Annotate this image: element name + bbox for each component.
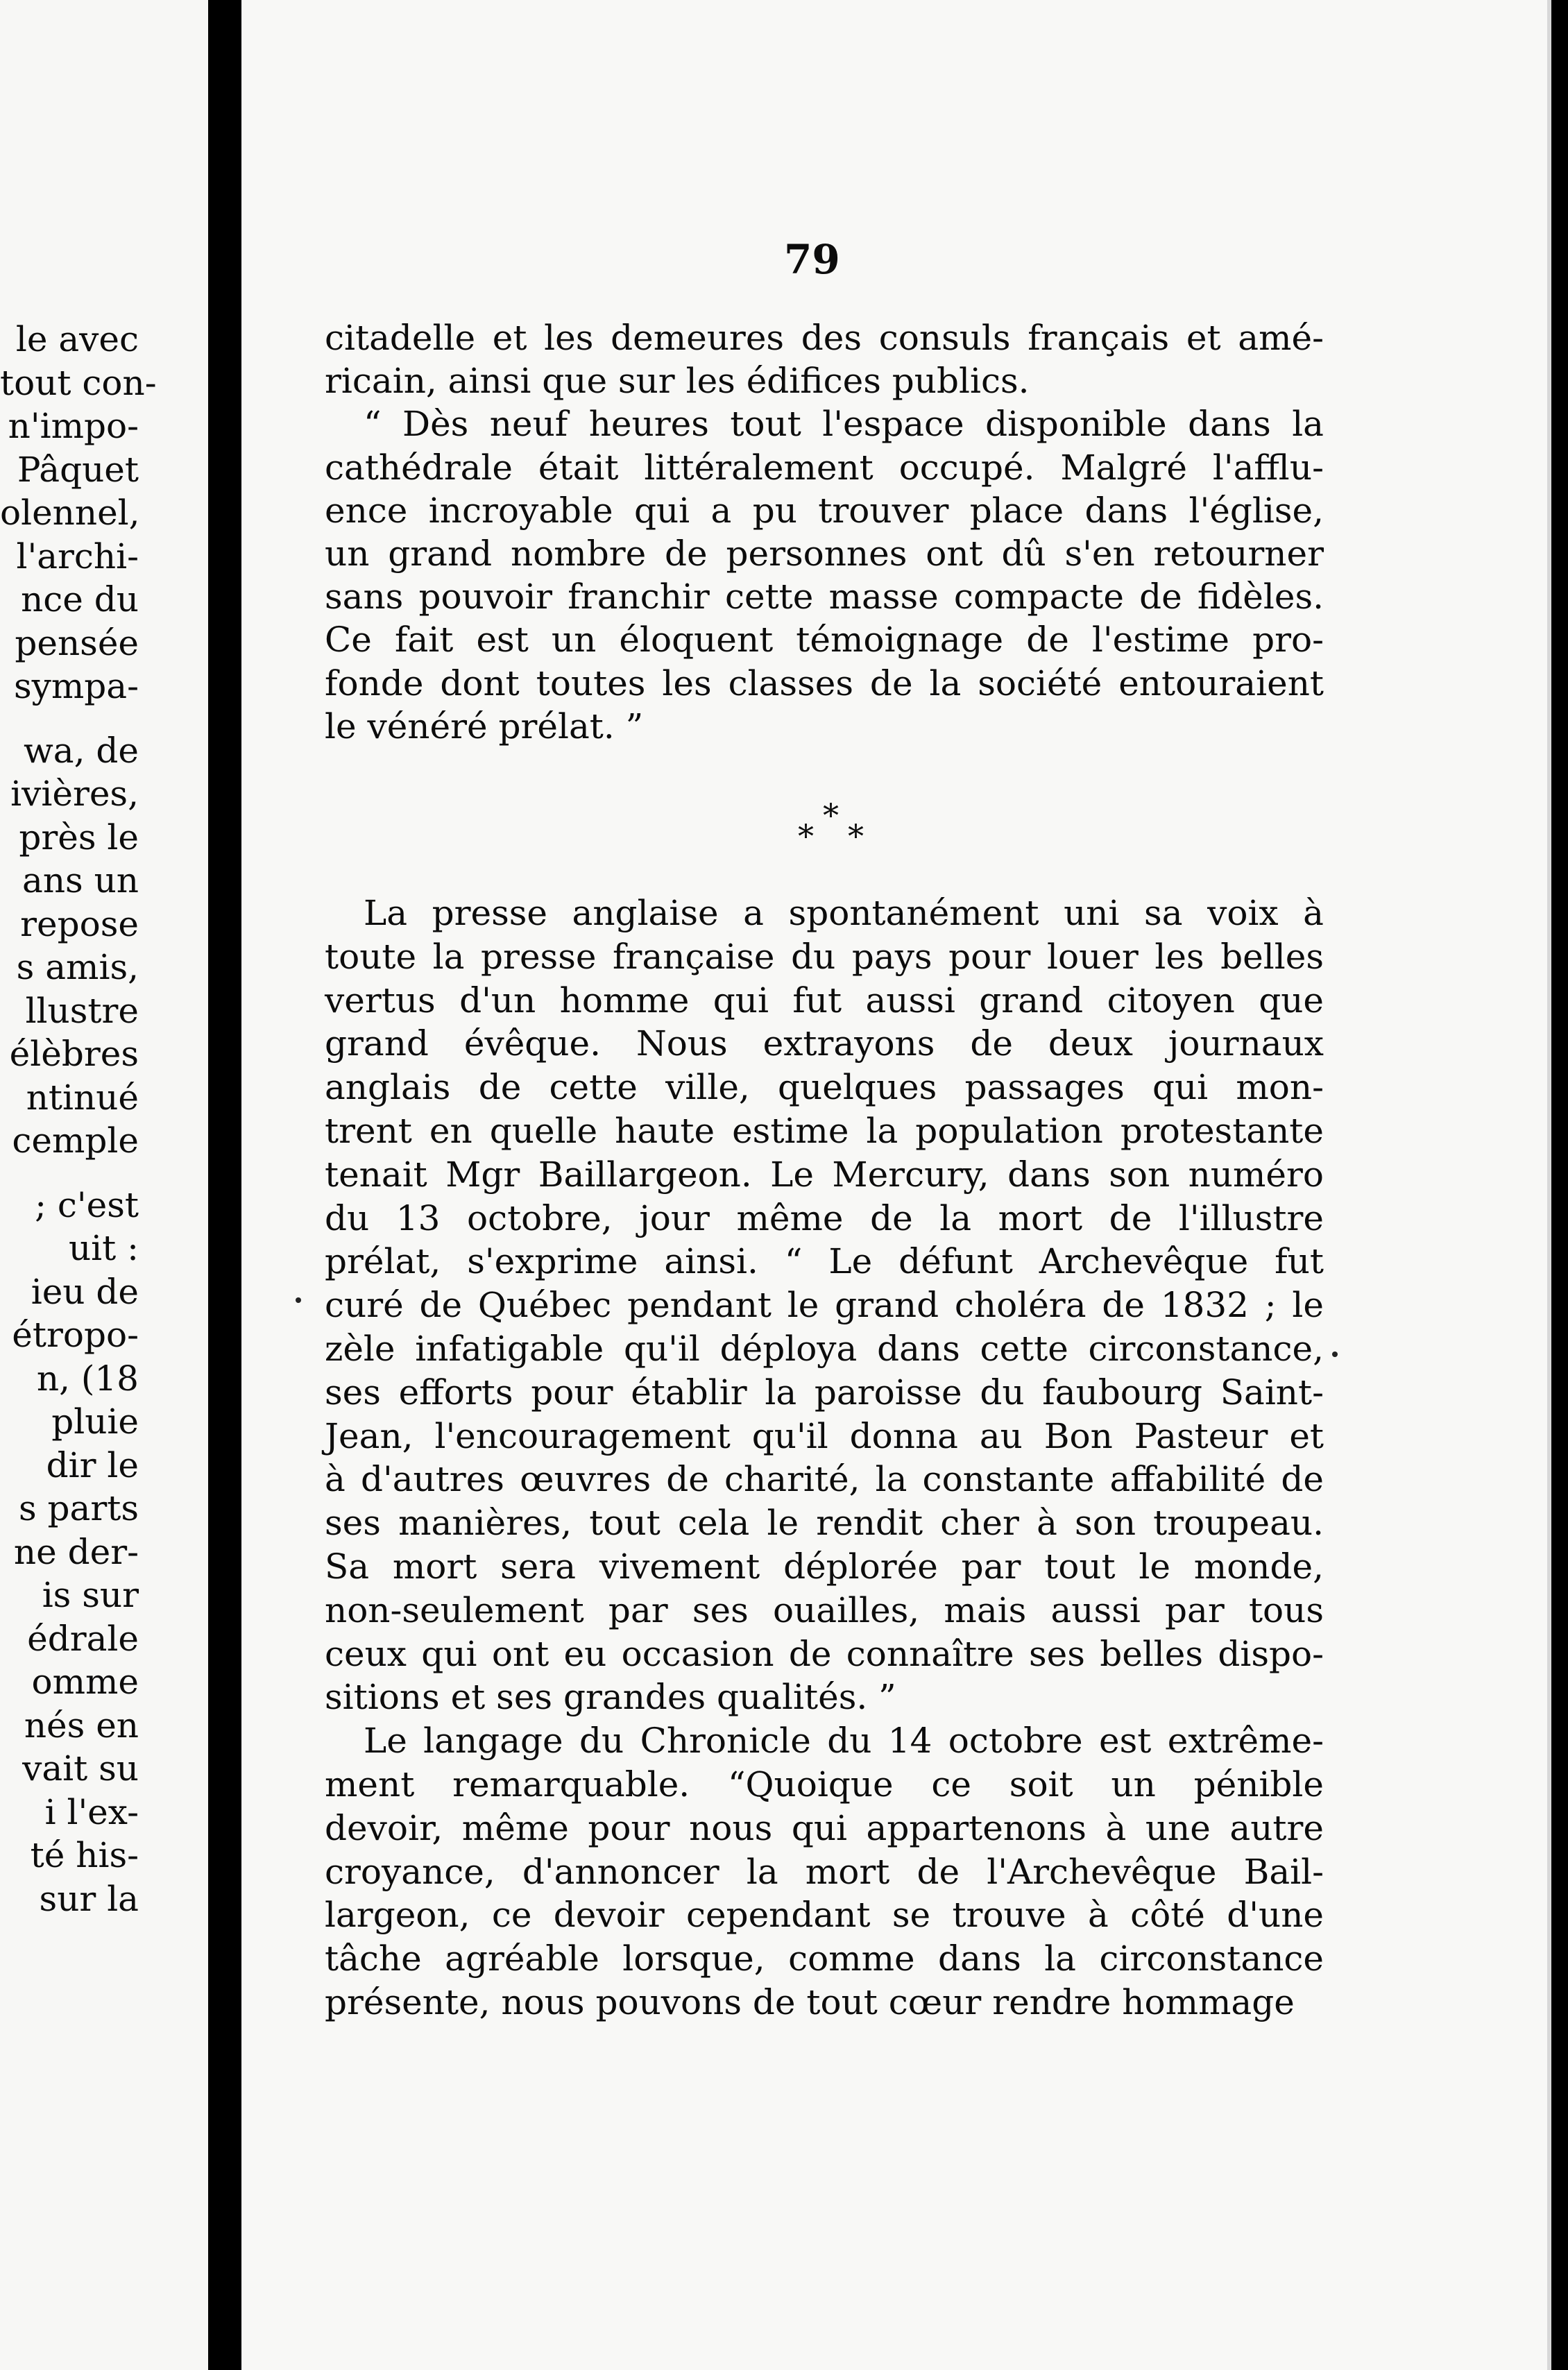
text-line: devoir, même pour nous qui appartenons à une autre xyxy=(325,1807,1324,1848)
text-line: cathédrale était littéralement occupé. Malgré l'afflu- xyxy=(325,447,1324,488)
left-page-line: ; c'est xyxy=(35,1184,139,1225)
text-line: trent en quelle haute estime la population protestante xyxy=(325,1110,1324,1151)
text-line: vertus d'un homme qui fut aussi grand citoyen que xyxy=(325,980,1324,1021)
page-number: 79 xyxy=(784,236,840,283)
separator-star-top: * xyxy=(823,796,839,834)
left-page-line: is sur xyxy=(42,1575,139,1615)
text-line: prélat, s'exprime ainsi. “ Le défunt Archevêque fut xyxy=(325,1241,1324,1282)
separator-star-right: * xyxy=(848,817,864,855)
text-line: ricain, ainsi que sur les édifices publics. xyxy=(325,361,1030,402)
left-page-line: pluie xyxy=(51,1401,139,1442)
left-page-line: l'archi- xyxy=(16,536,139,577)
text-line: Sa mort sera vivement déplorée par tout le monde, xyxy=(325,1546,1324,1587)
left-page-line: omme xyxy=(31,1662,139,1702)
left-page-line: i l'ex- xyxy=(44,1791,139,1832)
text-line: le vénéré prélat. ” xyxy=(325,706,644,747)
left-page-line: élèbres xyxy=(9,1034,139,1074)
left-page-line: ans un xyxy=(22,860,139,901)
left-page-line: Pâquet xyxy=(17,449,139,490)
text-line: anglais de cette ville, quelques passages qui mon- xyxy=(325,1067,1324,1108)
text-line: croyance, d'annoncer la mort de l'Archevêque Bail- xyxy=(325,1851,1324,1892)
text-line: citadelle et les demeures des consuls français et amé- xyxy=(325,318,1324,358)
left-page-line: le avec xyxy=(15,319,139,359)
text-line: Ce fait est un éloquent témoignage de l'estime pro- xyxy=(325,620,1324,660)
left-page-line: uit : xyxy=(68,1228,139,1268)
left-page-line: ne der- xyxy=(13,1531,139,1572)
left-page-text xyxy=(0,318,157,1920)
text-line: “ Dès neuf heures tout l'espace disponible dans la xyxy=(364,404,1324,445)
left-page-line: nce du xyxy=(21,579,139,620)
left-page-line: té his- xyxy=(30,1835,139,1875)
text-line: La presse anglaise a spontanément uni sa voix à xyxy=(364,893,1324,933)
left-page-line: nés en xyxy=(24,1705,139,1746)
text-line: fonde dont toutes les classes de la société entouraient xyxy=(325,663,1324,704)
left-page-line: ieu de xyxy=(31,1271,139,1312)
left-page-line: n, (18 xyxy=(36,1358,139,1399)
separator-star-left: * xyxy=(798,817,814,855)
left-page-line: s amis, xyxy=(16,947,139,987)
left-page-line: llustre xyxy=(25,990,139,1031)
left-page-line: repose xyxy=(20,903,139,944)
left-page-line: ntinué xyxy=(26,1077,139,1118)
text-line: tenait Mgr Baillargeon. Le Mercury, dans son numéro xyxy=(325,1154,1324,1195)
speck-mark xyxy=(1332,1352,1338,1357)
text-line: à d'autres œuvres de charité, la constante affabilité de xyxy=(325,1459,1324,1500)
left-page-line: s parts xyxy=(18,1488,139,1528)
text-line: Jean, l'encouragement qu'il donna au Bon Pasteur et xyxy=(325,1415,1324,1456)
left-page-line: tout con- xyxy=(0,362,157,403)
text-line: grand évêque. Nous extrayons de deux journaux xyxy=(325,1023,1324,1064)
left-page-line: pensée xyxy=(15,622,139,663)
left-page-line: sur la xyxy=(39,1878,139,1919)
text-line: ence incroyable qui a pu trouver place dans l'église, xyxy=(325,490,1324,531)
second-text-block xyxy=(325,892,1324,2024)
text-line: toute la presse française du pays pour louer les belles xyxy=(325,936,1324,977)
text-line: ment remarquable. “Quoique ce soit un pénible xyxy=(325,1764,1324,1805)
speck-mark xyxy=(296,1297,301,1303)
text-line: tâche agréable lorsque, comme dans la circonstance xyxy=(325,1938,1324,1979)
left-page-gap xyxy=(0,708,139,729)
text-line: curé de Québec pendant le grand choléra de 1832 ; le xyxy=(325,1285,1324,1326)
left-page-fragment xyxy=(0,0,208,2370)
left-page-line: étropo- xyxy=(12,1315,139,1355)
left-page-line: ivières, xyxy=(10,774,139,814)
text-line: non-seulement par ses ouailles, mais aussi par tous xyxy=(325,1589,1324,1630)
first-text-block xyxy=(325,316,1324,748)
text-line: Le langage du Chronicle du 14 octobre est extrême- xyxy=(364,1721,1324,1762)
text-line: présente, nous pouvons de tout cœur rendre hommage xyxy=(325,1981,1295,2022)
text-line: ses manières, tout cela le rendit cher à son troupeau. xyxy=(325,1503,1324,1544)
left-page-line: dir le xyxy=(46,1444,139,1485)
text-line: sitions et ses grandes qualités. ” xyxy=(325,1677,896,1718)
left-page-line: près le xyxy=(19,817,139,858)
text-line: zèle infatigable qu'il déploya dans cette circonstance, xyxy=(325,1328,1324,1369)
left-page-line: cemple xyxy=(12,1120,139,1161)
left-page-line: édrale xyxy=(27,1618,139,1659)
page-gutter xyxy=(208,0,241,2370)
text-line: largeon, ce devoir cependant se trouve à côté d'une xyxy=(325,1895,1324,1936)
text-line: un grand nombre de personnes ont dû s'en retourner xyxy=(325,534,1324,574)
text-line: du 13 octobre, jour même de la mort de l'illustre xyxy=(325,1197,1324,1238)
left-page-line: n'impo- xyxy=(8,406,139,446)
text-line: sans pouvoir franchir cette masse compacte de fidèles. xyxy=(325,577,1324,617)
section-separator xyxy=(798,796,874,862)
left-page-line: vait su xyxy=(22,1748,139,1789)
left-page-gap xyxy=(0,1163,139,1184)
left-page-line: sympa- xyxy=(13,666,139,706)
text-line: ceux qui ont eu occasion de connaître ses belles dispo- xyxy=(325,1633,1324,1674)
left-page-line: wa, de xyxy=(24,730,139,771)
left-page-line: olennel, xyxy=(0,493,140,533)
text-line: ses efforts pour établir la paroisse du faubourg Saint- xyxy=(325,1372,1324,1413)
